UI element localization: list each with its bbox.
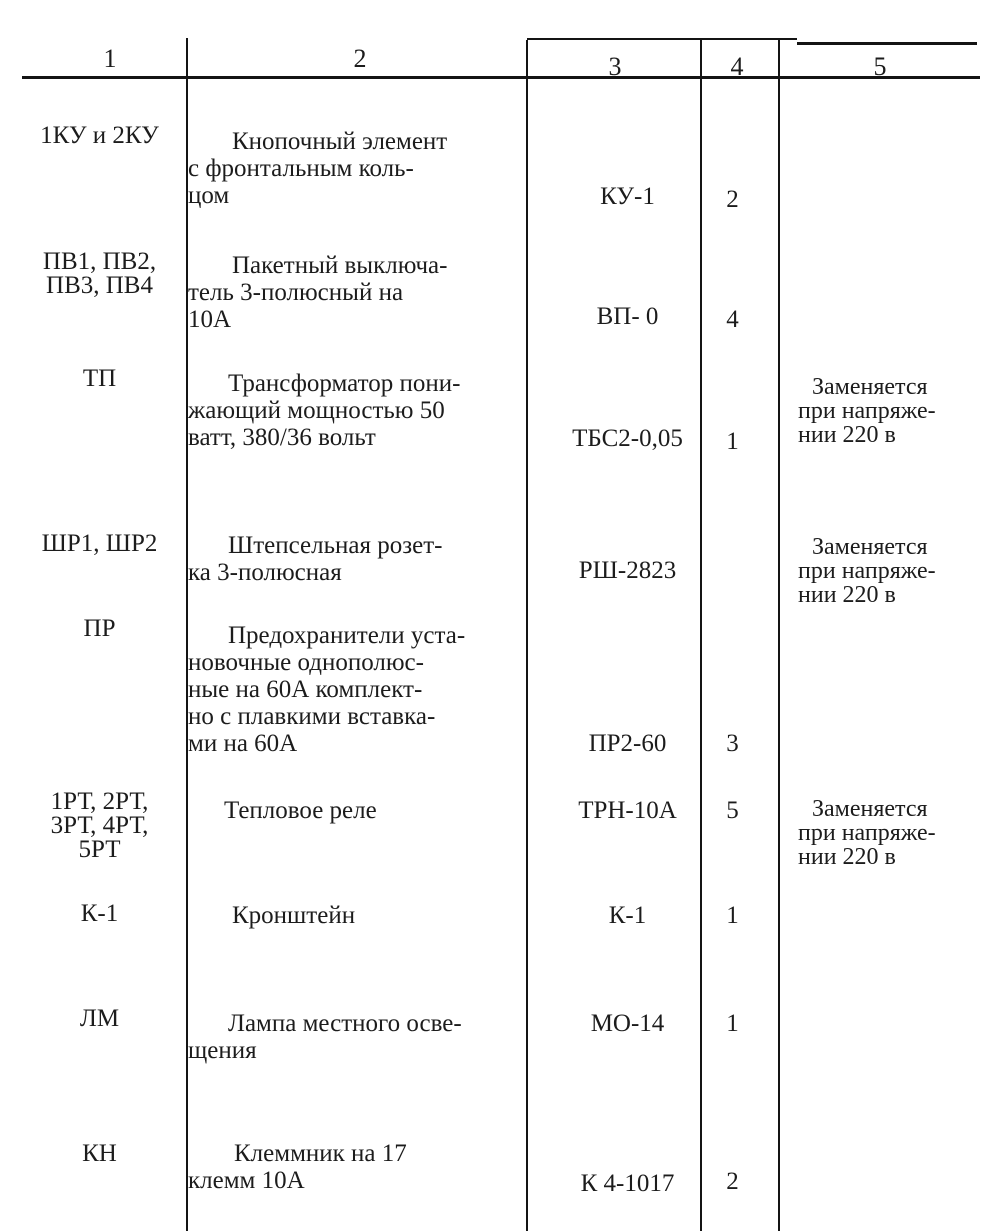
row-6-name: Тепловое реле	[224, 797, 377, 824]
row-2-name-line: тель 3-полюсный на	[188, 279, 404, 306]
header-col-3: 3	[608, 52, 622, 81]
row-3-note-line: Заменяется	[812, 374, 928, 400]
row-4-name	[188, 532, 523, 586]
header-bottom-rule	[22, 76, 980, 79]
row-4-name-line: ка 3-полюсная	[188, 559, 342, 586]
row-8-type: МО-14	[590, 1010, 665, 1037]
row-3-note-line: нии 220 в	[798, 422, 896, 448]
row-6-designation-line: 3РТ, 4РТ,	[50, 812, 149, 839]
row-4-name-line: Штепсельная розет-	[228, 532, 443, 559]
row-5-qty: 3	[726, 730, 739, 757]
row-2-name	[188, 252, 523, 333]
header-top-rule-right	[797, 42, 977, 45]
row-4-designation: ШР1, ШР2	[41, 530, 158, 557]
row-3-name-line: ватт, 380/36 вольт	[188, 424, 376, 451]
row-6-type: ТРН-10А	[578, 797, 677, 824]
row-5-name-line: ные на 60А комплект-	[188, 676, 423, 703]
row-2-designation-line: ПВ1, ПВ2,	[42, 248, 157, 275]
row-5-designation: ПР	[83, 615, 116, 642]
row-3-name-line: жающий мощностью 50	[188, 397, 445, 424]
header-col-1: 1	[103, 44, 117, 73]
row-5-name-line: но с плавкими вставка-	[188, 703, 436, 730]
row-6-note-line: Заменяется	[812, 796, 928, 822]
header-col-4: 4	[730, 52, 744, 81]
row-9-designation: КН	[82, 1140, 117, 1167]
row-5-name-line: Предохранители уста-	[228, 622, 466, 649]
row-2-name-line: Пакетный выключа-	[232, 252, 448, 279]
row-3-name-line: Трансформатор пони-	[228, 370, 461, 397]
header-col-2: 2	[353, 44, 367, 73]
row-4-note-line: нии 220 в	[798, 582, 896, 608]
row-2-type: ВП- 0	[596, 303, 659, 330]
row-3-designation: ТП	[82, 365, 117, 392]
column-divider-2	[526, 40, 528, 1231]
row-9-name-line: клемм 10А	[188, 1167, 305, 1194]
row-6-note-line: нии 220 в	[798, 844, 896, 870]
row-1-name	[188, 128, 523, 209]
row-5-type: ПР2-60	[588, 730, 667, 757]
row-9-name	[188, 1140, 523, 1194]
column-divider-3	[700, 40, 702, 1231]
row-4-type: РШ-2823	[578, 557, 677, 584]
row-7-designation: К-1	[80, 900, 119, 927]
row-3-qty: 1	[726, 428, 739, 455]
row-8-name	[188, 1010, 523, 1064]
row-6-qty: 5	[726, 797, 739, 824]
row-6-note	[798, 797, 988, 869]
column-divider-4	[778, 40, 780, 1231]
row-3-name	[188, 370, 523, 451]
row-1-qty: 2	[726, 186, 739, 213]
row-3-note	[798, 375, 988, 447]
row-3-type: ТБС2-0,05	[572, 425, 683, 452]
row-6-note-line: при напряже-	[798, 820, 936, 846]
row-7-type: К-1	[608, 902, 647, 929]
row-6-designation-line: 1РТ, 2РТ,	[50, 788, 149, 815]
row-7-name: Кронштейн	[232, 902, 356, 929]
row-2-designation	[12, 250, 187, 298]
row-8-name-line: Лампа местного осве-	[228, 1010, 462, 1037]
header-top-rule	[527, 38, 797, 40]
row-1-designation: 1КУ и 2КУ	[40, 122, 159, 149]
row-4-note-line: при напряже-	[798, 558, 936, 584]
row-5-name-line: новочные однополюс-	[188, 649, 424, 676]
row-6-designation-line: 5РТ	[78, 836, 121, 863]
row-8-name-line: щения	[188, 1037, 257, 1064]
row-1-type: КУ-1	[600, 183, 655, 210]
row-5-name-line: ми на 60А	[188, 730, 298, 757]
row-9-name-line: Клеммник на 17	[234, 1140, 407, 1167]
row-8-designation: ЛМ	[79, 1005, 120, 1032]
row-1-name-line: с фронтальным коль-	[188, 155, 414, 182]
row-2-qty: 4	[726, 306, 739, 333]
row-4-note	[798, 535, 988, 607]
row-2-designation-line: ПВ3, ПВ4	[46, 272, 153, 299]
row-9-type: К 4-1017	[580, 1170, 675, 1197]
row-1-name-line: Кнопочный элемент	[232, 128, 448, 155]
row-3-note-line: при напряже-	[798, 398, 936, 424]
row-8-qty: 1	[726, 1010, 739, 1037]
row-5-name	[188, 622, 523, 757]
row-4-note-line: Заменяется	[812, 534, 928, 560]
header-col-5: 5	[873, 52, 887, 81]
row-7-qty: 1	[726, 902, 739, 929]
row-9-qty: 2	[726, 1168, 739, 1195]
row-6-designation	[12, 790, 187, 862]
row-1-name-line: цом	[188, 182, 230, 209]
row-2-name-line: 10А	[188, 306, 232, 333]
